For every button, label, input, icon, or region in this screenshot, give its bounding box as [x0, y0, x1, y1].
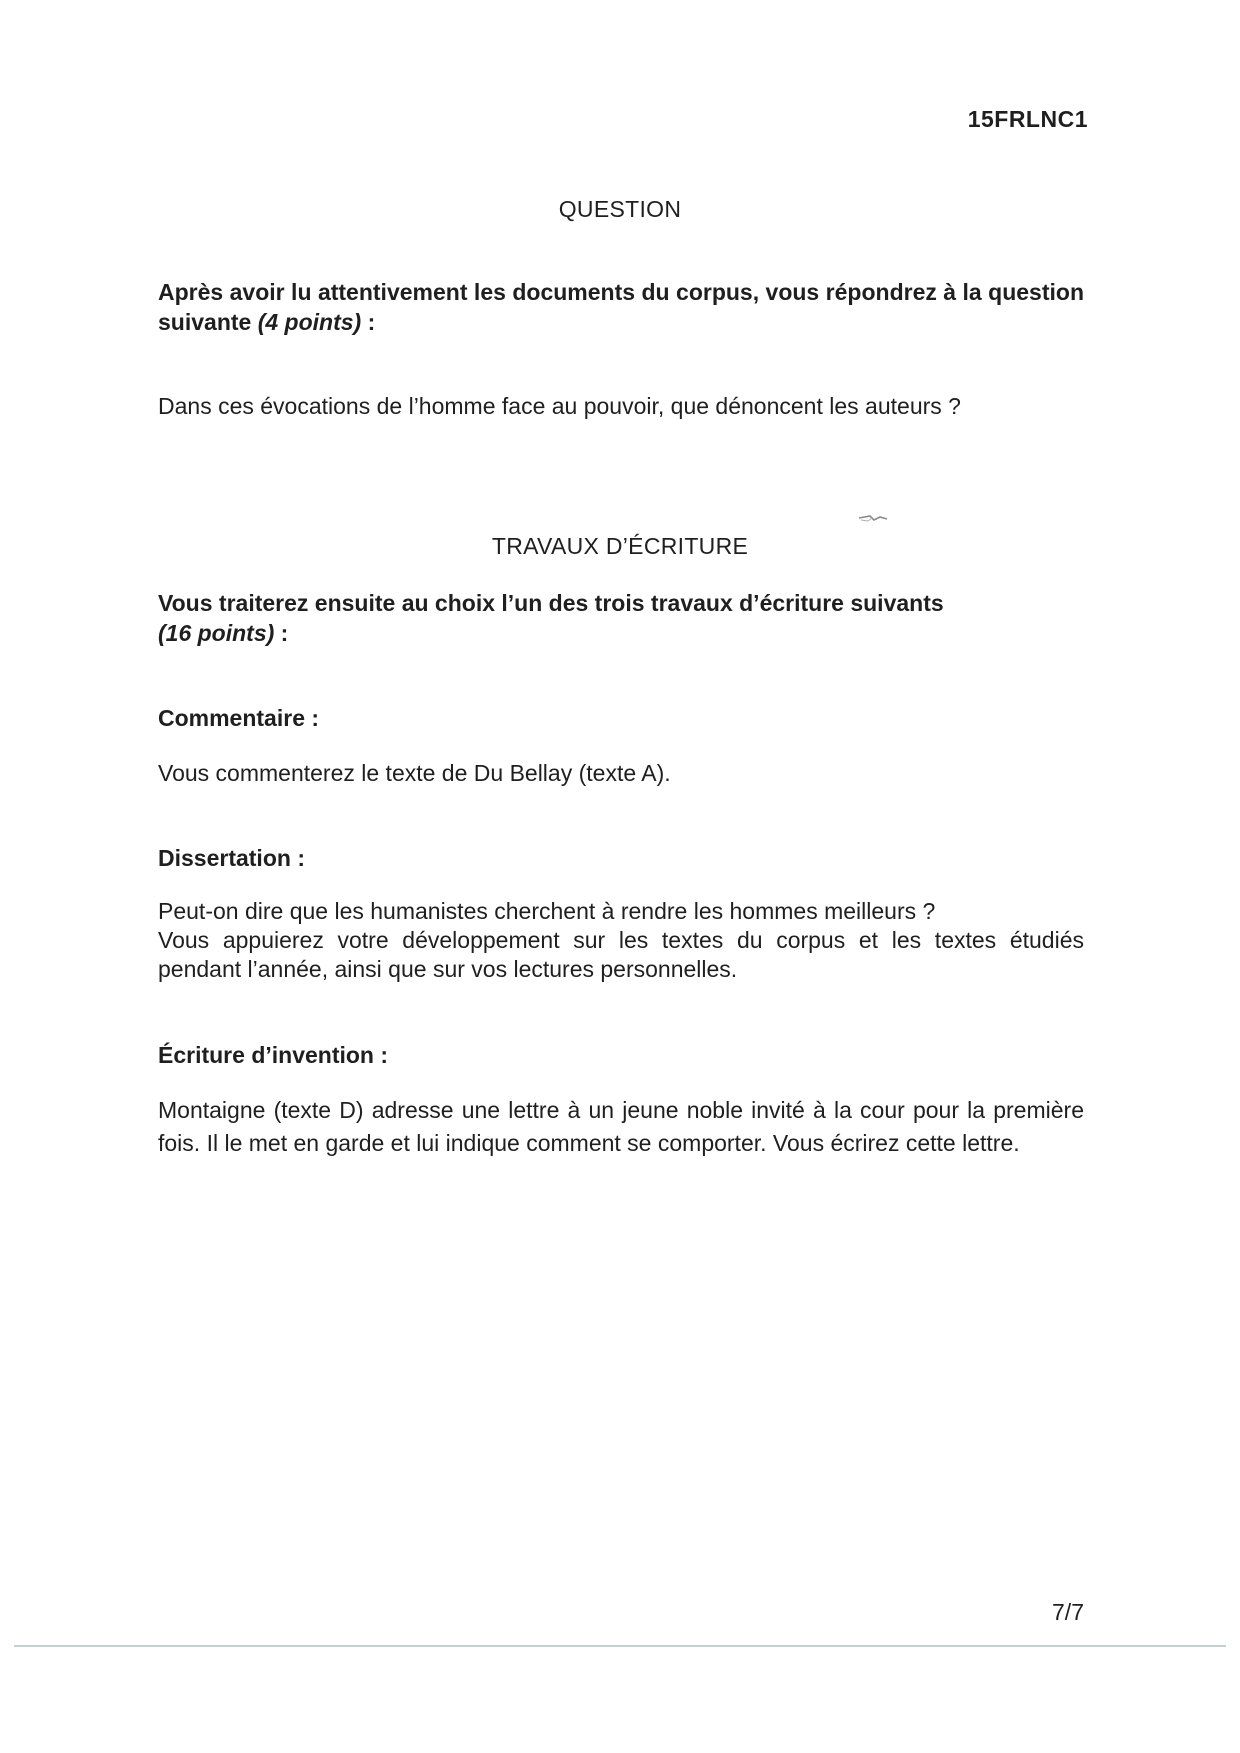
- document-code: 15FRLNC1: [967, 106, 1088, 132]
- writing-instruction: [158, 588, 1084, 648]
- writing-points: (16 points): [158, 620, 275, 646]
- question-points: (4 points): [257, 309, 362, 335]
- writing-instruction-text: Vous traiterez ensuite au choix l’un des trois travaux d’écriture suivants: [158, 590, 944, 616]
- dissertation-guidance: Vous appuierez votre développement sur les textes du corpus et les textes étudiés pendant l’année, ainsi que sur vos lectures personnelles.: [158, 927, 1084, 982]
- question-instruction: [158, 277, 1084, 337]
- footer-divider: [14, 1645, 1226, 1647]
- invention-text: Montaigne (texte D) adresse une lettre à un jeune noble invité à la cour pour la première fois. Il le met en garde et lui indique comment se comporter. Vous écrirez cette lettre.: [158, 1097, 1084, 1156]
- writing-instruction-colon: :: [274, 620, 289, 646]
- invention-title: Écriture d’invention :: [158, 1042, 389, 1068]
- question-instruction-text: Après avoir lu attentivement les documents du corpus, vous répondrez à la question suivante: [158, 279, 1084, 335]
- question-heading: QUESTION: [558, 196, 682, 222]
- dissertation-text: [158, 897, 1084, 984]
- commentaire-text: Vous commenterez le texte de Du Bellay (texte A).: [158, 760, 671, 786]
- dissertation-title: Dissertation :: [158, 845, 305, 871]
- question-text: Dans ces évocations de l’homme face au pouvoir, que dénoncent les auteurs ?: [158, 393, 961, 419]
- commentaire-title: Commentaire :: [158, 705, 320, 731]
- writing-heading: TRAVAUX D’ÉCRITURE: [491, 533, 749, 559]
- page-number: 7/7: [1052, 1599, 1084, 1625]
- question-instruction-colon: :: [361, 309, 376, 335]
- scan-artifact-icon: [858, 512, 888, 524]
- dissertation-question: Peut-on dire que les humanistes cherchent à rendre les hommes meilleurs ?: [158, 898, 936, 924]
